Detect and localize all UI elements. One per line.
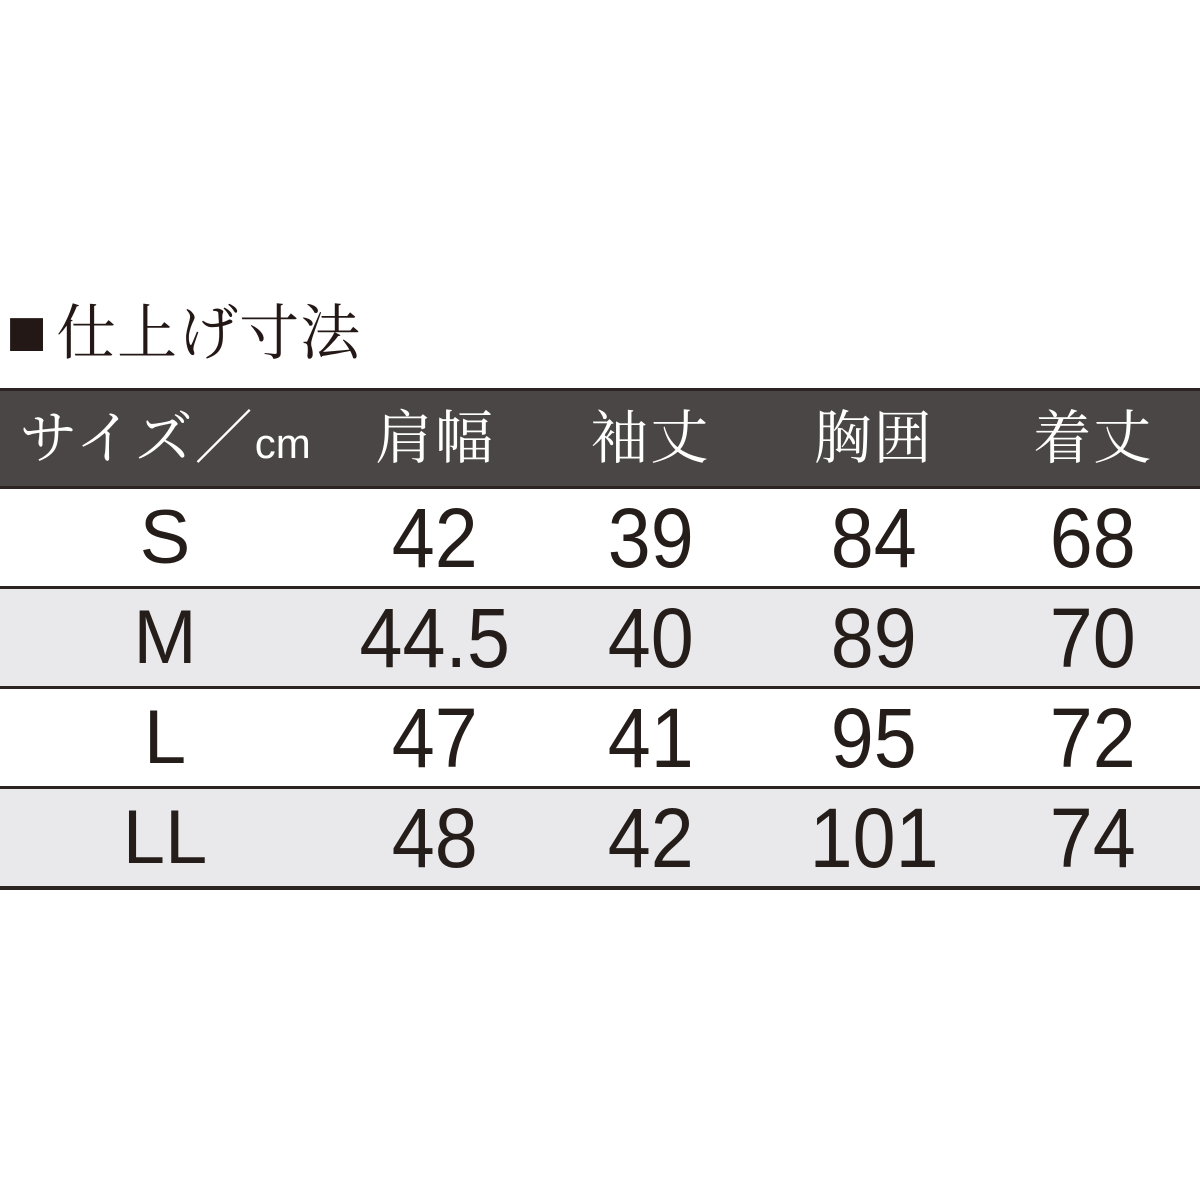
table-row-m	[0, 588, 1200, 688]
black-square-marker: ■	[6, 294, 49, 370]
length-value: 68	[1050, 490, 1137, 585]
table-row-s	[0, 488, 1200, 588]
size-spec-table	[0, 388, 1200, 890]
table-row-ll	[0, 788, 1200, 889]
value-cell	[761, 788, 987, 889]
value-cell	[330, 588, 540, 688]
sleeve-value: 40	[607, 590, 694, 685]
table-row-l	[0, 688, 1200, 788]
value-cell	[986, 788, 1200, 889]
value-cell	[761, 488, 987, 588]
value-cell	[540, 488, 761, 588]
shoulder-value: 44.5	[359, 590, 511, 685]
value-cell	[540, 788, 761, 889]
value-cell	[540, 588, 761, 688]
header-shoulder: 肩幅	[330, 390, 540, 488]
header-sleeve: 袖丈	[540, 390, 761, 488]
chest-value: 84	[830, 490, 917, 585]
length-value: 70	[1050, 590, 1137, 685]
table-body	[0, 488, 1200, 889]
value-cell	[761, 688, 987, 788]
chest-value: 95	[830, 690, 917, 785]
value-cell	[330, 488, 540, 588]
value-cell	[330, 788, 540, 889]
value-cell	[330, 688, 540, 788]
page-title	[6, 294, 362, 370]
size-cell: M	[0, 588, 330, 688]
sleeve-value: 41	[607, 690, 694, 785]
header-size-unit: cm	[254, 419, 311, 467]
page-title-text: 仕上げ寸法	[56, 300, 362, 367]
header-length: 着丈	[986, 390, 1200, 488]
shoulder-value: 47	[392, 690, 478, 785]
value-cell	[986, 488, 1200, 588]
size-cell: LL	[0, 788, 330, 889]
value-cell	[761, 588, 987, 688]
shoulder-value: 42	[392, 490, 478, 585]
chest-value: 101	[809, 790, 939, 885]
header-row	[0, 390, 1200, 488]
length-value: 72	[1050, 690, 1137, 785]
value-cell	[540, 688, 761, 788]
value-cell	[986, 588, 1200, 688]
size-cell: S	[0, 488, 330, 588]
sleeve-value: 39	[607, 490, 694, 585]
shoulder-value: 48	[392, 790, 478, 885]
chest-value: 89	[830, 590, 917, 685]
header-size	[0, 390, 330, 488]
header-size-label: サイズ／	[19, 405, 255, 471]
sleeve-value: 42	[607, 790, 694, 885]
header-chest: 胸囲	[761, 390, 987, 488]
value-cell	[986, 688, 1200, 788]
length-value: 74	[1050, 790, 1137, 885]
table-header	[0, 390, 1200, 488]
size-cell: L	[0, 688, 330, 788]
